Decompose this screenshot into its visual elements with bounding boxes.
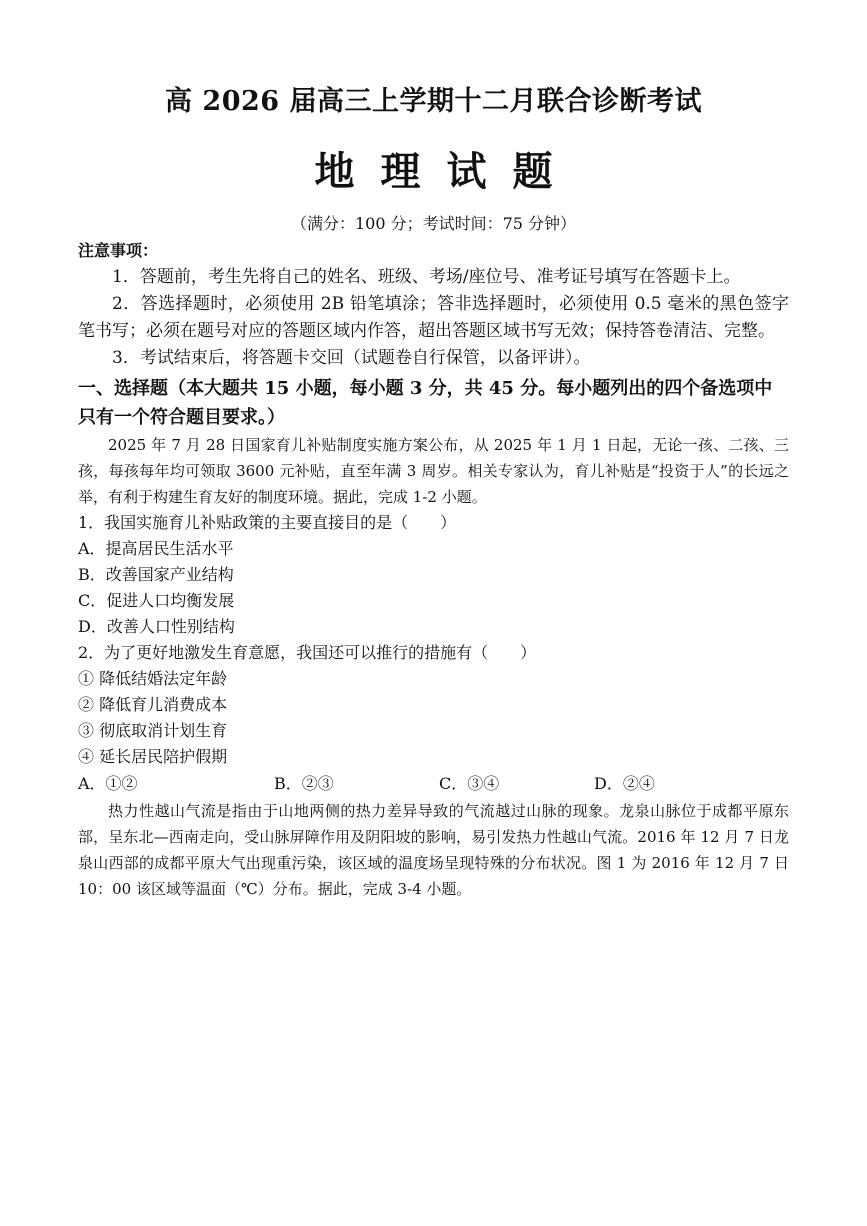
- question-2-item-2: ② 降低育儿消费成本: [78, 695, 228, 714]
- material-2: 热力性越山气流是指由于山地两侧的热力差异导致的气流越过山脉的现象。龙泉山脉位于成都平原东部，呈东北—西南走向，受山脉屏障作用及阴阳坡的影响，易引发热力性越山气流。2016 年 12 月 7 日龙泉山西部的成都平原大气出现重污染，该区域的温度场呈现特殊的分布状况。图 1 为 2016 年 12 月 7 日 10：00 该区域等温面（℃）分布。据此，完成 3-4 小题。: [78, 802, 789, 898]
- question-1-option-b: B．改善国家产业结构: [78, 565, 234, 584]
- note-item-3: 3．考试结束后，将答题卡交回（试题卷自行保管，以备评讲）。: [112, 348, 591, 368]
- question-1-option-a: A．提高居民生活水平: [78, 539, 234, 558]
- question-2-answer-d: D．②④: [594, 774, 655, 793]
- note-item-1: 1．答题前，考生先将自己的姓名、班级、考场/座位号、准考证号填写在答题卡上。: [112, 267, 741, 287]
- notes-heading: 注意事项：: [78, 241, 159, 260]
- question-2-answers: [78, 770, 789, 798]
- material-1: 2025 年 7 月 28 日国家育儿补贴制度实施方案公布，从 2025 年 1 月 1 日起，无论一孩、二孩、三孩，每孩每年均可领取 3600 元补贴，直至年满 3 周岁。相关专家认为，育儿补贴是“投资于人”的长远之举，有利于构建生育友好的制度环境。据此，完成 1-2 小题。: [78, 436, 789, 506]
- question-1-option-c: C．促进人口均衡发展: [78, 591, 235, 610]
- question-2-item-3: ③ 彻底取消计划生育: [78, 721, 228, 740]
- question-2-item-1: ① 降低结婚法定年龄: [78, 669, 228, 688]
- question-2-stem: 2．为了更好地激发生育意愿，我国还可以推行的措施有（ ）: [78, 643, 537, 662]
- section-heading: 一、选择题（本大题共 15 小题，每小题 3 分，共 45 分。每小题列出的四个备选项中只有一个符合题目要求。）: [78, 378, 773, 428]
- question-2-item-4: ④ 延长居民陪护假期: [78, 747, 228, 766]
- question-2-answer-c: C．③④: [439, 774, 500, 793]
- exam-meta: （满分：100 分；考试时间：75 分钟）: [290, 214, 577, 233]
- subject-title: 地理试题: [314, 148, 579, 195]
- question-1-stem: 1．我国实施育儿补贴政策的主要直接目的是（ ）: [78, 513, 457, 532]
- question-2-answer-a: A．①②: [78, 774, 138, 793]
- question-1-option-d: D．改善人口性别结构: [78, 617, 235, 636]
- exam-title: 高 2026 届高三上学期十二月联合诊断考试: [165, 86, 702, 117]
- question-2-answer-b: B．②③: [274, 774, 334, 793]
- note-item-2: 2．答选择题时，必须使用 2B 铅笔填涂；答非选择题时，必须使用 0.5 毫米的黑色签字笔书写；必须在题号对应的答题区域内作答，超出答题区域书写无效；保持答卷清洁、完整。: [78, 294, 789, 341]
